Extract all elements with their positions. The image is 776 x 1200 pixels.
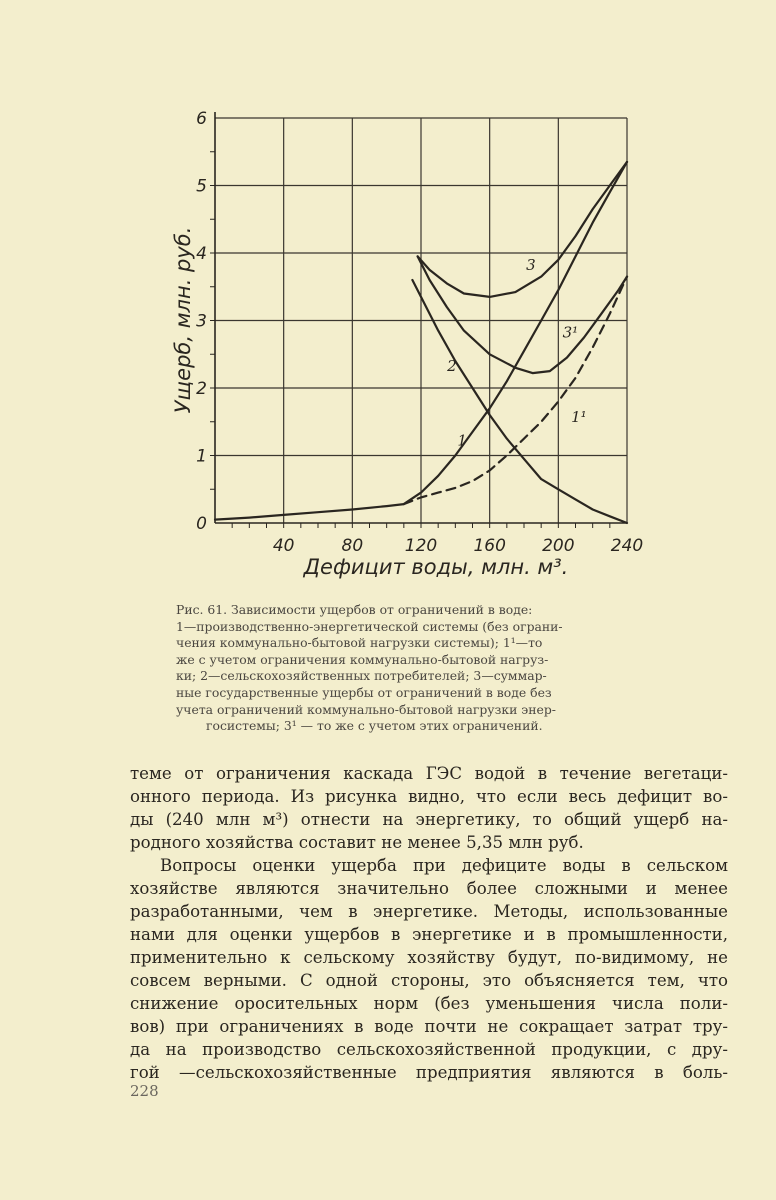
x-axis-title: Дефицит воды, млн. м³. (303, 555, 569, 579)
x-tick-label: 40 (272, 536, 295, 556)
body-line: родного хозяйства составит не менее 5,35 млн руб. (130, 833, 584, 852)
body-line: снижение оросительных норм (без уменьшения числа поли- (130, 994, 728, 1013)
series-line-2 (412, 280, 627, 523)
page-number: 228 (130, 1082, 159, 1100)
caption-line: 1—производственно-энергетической системы (без ограни- (176, 618, 563, 634)
figure-caption (176, 602, 656, 735)
x-tick-label: 120 (404, 536, 438, 556)
caption-line: госистемы; 3¹ — то же с учетом этих ограничений. (206, 718, 543, 734)
y-tick-label: 6 (196, 109, 207, 129)
body-line: вов) при ограничениях в воде почти не сокращает затрат тру- (130, 1017, 728, 1036)
body-line: Вопросы оценки ущерба при дефиците воды в сельском (160, 856, 728, 875)
x-tick-label: 200 (542, 536, 575, 556)
y-tick-label: 4 (196, 244, 207, 264)
body-line: гой —сельскохозяйственные предприятия являются в боль- (130, 1063, 728, 1082)
y-tick-label: 0 (196, 514, 207, 534)
body-line: онного периода. Из рисунка видно, что если весь дефицит во- (130, 787, 728, 806)
y-tick-label: 2 (196, 379, 207, 399)
y-axis-title: Ущерб, млн. руб. (171, 226, 195, 414)
body-line: да на производство сельскохозяйственной продукции, с дру- (130, 1040, 728, 1059)
caption-line: чения коммунально-бытовой нагрузки системы); 1¹—то (176, 635, 543, 651)
body-line: хозяйстве являются значительно более сложными и менее (130, 879, 728, 898)
x-tick-label: 80 (341, 536, 364, 556)
chart-grid (215, 118, 627, 523)
y-tick-label: 3 (196, 311, 207, 332)
caption-line: учета ограничений коммунально-бытовой нагрузки энер- (176, 701, 556, 717)
body-line: применительно к сельскому хозяйству будут, по-видимому, не (130, 948, 728, 967)
body-line: совсем верными. С одной стороны, это объясняется тем, что (130, 971, 728, 990)
curve-label: 3¹ (562, 323, 579, 342)
caption-line: же с учетом ограничения коммунально-бытовой нагруз- (176, 651, 549, 667)
y-tick-label: 5 (196, 176, 207, 197)
series-line-1¹ (404, 277, 627, 505)
caption-line: Рис. 61. Зависимости ущербов от ограничений в воде: (176, 602, 533, 617)
x-tick-label: 240 (610, 536, 644, 556)
y-tick-label: 1 (196, 446, 207, 467)
curve-label: 1¹ (571, 407, 587, 426)
body-text (130, 762, 728, 1084)
curve-label: 2 (447, 357, 457, 376)
body-line: теме от ограничения каскада ГЭС водой в течение вегетаци- (130, 764, 728, 783)
body-line: ды (240 млн м³) отнести на энергетику, то общий ущерб на- (130, 810, 728, 829)
caption-line: ки; 2—сельскохозяйственных потребителей; 3—суммар- (176, 668, 547, 684)
curve-label: 1 (457, 431, 467, 450)
caption-line: ные государственные ущербы от ограничений в воде без (176, 684, 552, 700)
curve-label: 3 (526, 255, 536, 274)
chart-curve-labels (446, 256, 587, 450)
body-line: разработанными, чем в энергетике. Методы, использованные (130, 902, 728, 921)
series-line-3 (418, 162, 627, 297)
x-tick-label: 160 (473, 536, 506, 556)
body-line: нами для оценки ущербов в энергетике и в промышленности, (130, 925, 728, 944)
